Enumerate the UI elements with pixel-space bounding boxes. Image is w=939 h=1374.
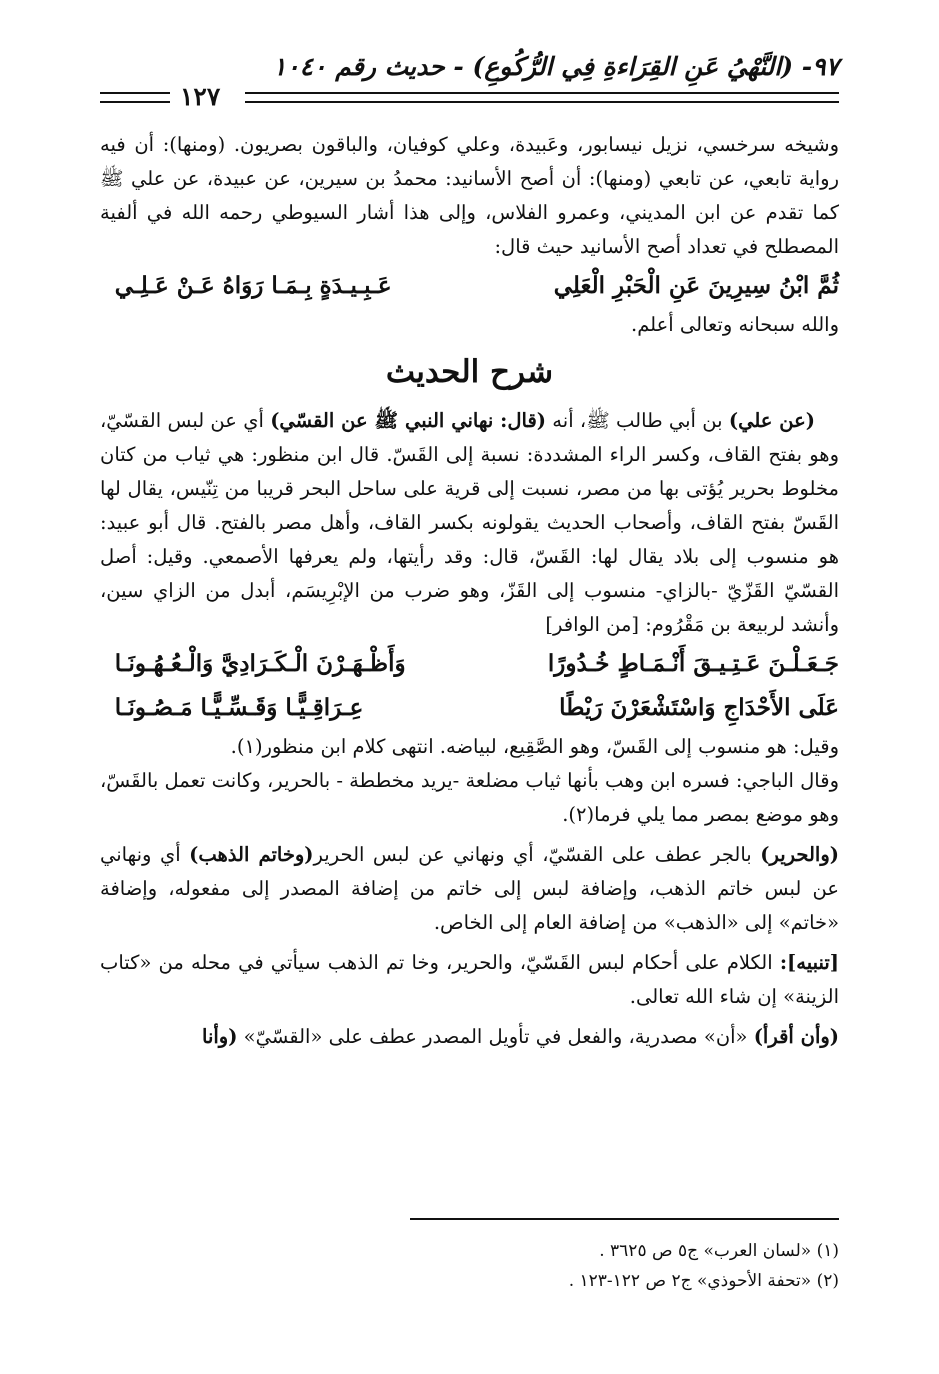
footnote: (١) «لسان العرب» ج٥ ص ٣٦٢٥ . — [599, 1241, 839, 1261]
header-rule — [245, 101, 839, 103]
closing-phrase: والله سبحانه وتعالى أعلم. — [631, 313, 839, 336]
header-rule — [245, 92, 839, 94]
note-label: [تنبيه]: — [779, 951, 839, 974]
verse-line — [100, 686, 839, 730]
paragraph: وقيل: هو منسوب إلى القَسّ، وهو الصَّقِيع، لبياضه. انتهى كلام ابن منظور(١). — [230, 735, 839, 758]
section-title: شرح الحديث — [385, 354, 554, 390]
text-run: بن أبي طالب ﷺ، أنه — [546, 409, 729, 432]
footnote-separator — [410, 1218, 839, 1220]
paragraph — [100, 946, 839, 1014]
paragraph: وشيخه سرخسي، نزيل نيسابور، وعَبيدة، وعلي كوفيان، والباقون بصريون. (ومنها): أن فيه رواية تابعي، عن تابعي (ومنها): أن أصح الأسانيد: محمدُ بن سيرين، عن عبيدة، عن علي ﷺ كما تقدم عن ابن المديني، وعمرو الفلاس، وإلى هذا أشار السيوطي رحمه الله في ألفية المصطلح في تعداد أصح الأسانيد حيث قال: — [100, 133, 839, 258]
main-text — [100, 128, 839, 1054]
document-page — [100, 0, 839, 1374]
paragraph — [100, 838, 839, 940]
running-title: ٩٧- (النَّهْيُ عَنِ القِرَاءةِ فِي الرُّكُوعِ) - حديث رقم ١٠٤٠ — [272, 52, 839, 81]
bold-term: (وأنا — [202, 1025, 238, 1048]
footnote: (٢) «تحفة الأحوذي» ج٢ ص ١٢٢-١٢٣ . — [568, 1271, 839, 1291]
paragraph: وقال الباجي: فسره ابن وهب بأنها ثياب مضلعة -يريد مخططة - بالحرير، وكانت تعمل بالقَسّ، وهو موضع بمصر مما يلي فرما(٢). — [100, 769, 839, 826]
text-run: بالجر عطف على القسّيّ، أي ونهاني عن لبس الحرير — [313, 843, 761, 866]
verse-hemistich-left: وَأَظْـهَـرْنَ الْـكَـرَادِيَّ وَالْـعُـهُـونَـا — [114, 650, 406, 677]
verse-line — [100, 642, 839, 686]
text-run: أي عن لبس القسّيّ، وهو بفتح القاف، وكسر الراء المشددة: نسبة إلى القَسّ. قال ابن منظور: هي ثياب من كتان مخلوط بحرير يُؤتى بها من مصر، نسبت إلى قرية على ساحل البحر قريبا من تِنّيس، يقال لها القَسّ بفتح القاف، وأصحاب الحديث يقولونه بكسر القاف، وأهل مصر بالفتح. قال أبو عبيد: هو منسوب إلى بلاد يقال لها: القَسّ، قال: وقد رأيتها، ولم يعرفها الأصمعي. وقيل: أصل القسّيّ القَزّيّ -بالزاي- منسوب إلى القَزّ، وهو ضرب من الإبْرِيسَم، أبدل من الزاي سين، وأنشد لربيعة بن مَقْرُوم: [من الوافر] — [100, 409, 839, 636]
bold-lead: (والحرير) — [760, 843, 839, 866]
verse-hemistich-right: ثُمَّ ابْنُ سِيرِينَ عَنِ الْحَبْرِ الْعَلِي — [553, 272, 839, 299]
verse-hemistich-left: عَـبِـيـدَةٍ بِـمَـا رَوَاهُ عَـنْ عَـلِـي — [114, 272, 392, 299]
bold-quote: (قال: نهاني النبي ﷺ عن القسّي) — [270, 409, 547, 432]
bold-lead: (وأن أقرأ) — [753, 1025, 839, 1048]
text-run: الكلام على أحكام لبس القَسّيّ، والحرير، وخا تم الذهب سيأتي في محله من «كتاب الزينة» إن شاء الله تعالى. — [100, 951, 839, 1008]
header-rule — [100, 101, 170, 103]
paragraph — [100, 404, 839, 642]
page-number: ١٢٧ — [180, 82, 221, 111]
header-rule — [100, 92, 170, 94]
verse-hemistich-left: عِـرَاقِـيًّـا وَقَـسِّـيًّـا مَـصُـونَـا — [114, 694, 364, 721]
bold-lead: (عن علي) — [728, 409, 816, 432]
bold-term: (وخاتم الذهب) — [189, 843, 314, 866]
verse-hemistich-right: عَلَى الأَحْدَاجِ وَاسْتَشْعَرْنَ رَيْطًا — [559, 694, 839, 721]
verse-hemistich-right: جَـعَـلْـنَ عَـتِـيـقَ أَنْـمَـاطٍ خُـدُورًا — [547, 650, 839, 677]
paragraph — [100, 1020, 839, 1054]
text-run: أي ونهاني عن لبس خاتم الذهب، وإضافة لبس إلى خاتم من إضافة المصدر إلى مفعوله، وإضافة «خاتم» إلى «الذهب» من إضافة العام إلى الخاص. — [100, 843, 839, 934]
verse-line — [100, 264, 839, 308]
footnotes — [100, 1236, 839, 1296]
text-run: «أن» مصدرية، والفعل في تأويل المصدر عطف على «القسّيّ» — [237, 1025, 754, 1048]
